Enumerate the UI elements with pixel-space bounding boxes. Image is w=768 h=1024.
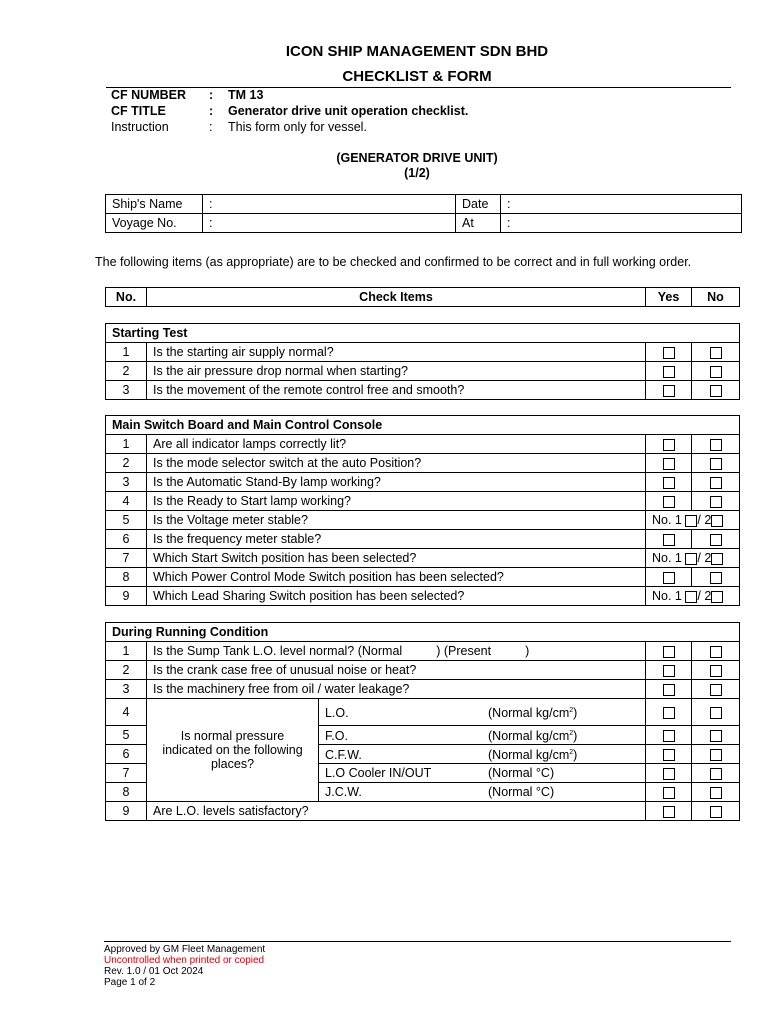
item-question: Is the movement of the remote control free and smooth? (147, 381, 646, 400)
no-checkbox[interactable] (710, 707, 722, 719)
voyage-label: Voyage No. (106, 214, 203, 233)
item-question: Which Lead Sharing Switch position has been selected? (147, 587, 646, 606)
item-number: 5 (106, 726, 147, 745)
table-row (106, 661, 740, 680)
yes-checkbox[interactable] (663, 665, 675, 677)
starting-test-section (105, 323, 740, 400)
item-question: Is the air pressure drop normal when starting? (147, 362, 646, 381)
yes-checkbox[interactable] (663, 496, 675, 508)
table-row (106, 473, 740, 492)
table-row (106, 680, 740, 699)
instruction-label: Instruction (111, 120, 169, 134)
place-normal: (Normal kg/cm (488, 729, 570, 744)
item-number: 3 (106, 381, 147, 400)
table-row (106, 435, 740, 454)
no-checkbox[interactable] (710, 768, 722, 780)
cf-title-label: CF TITLE (111, 104, 166, 118)
no-checkbox[interactable] (710, 496, 722, 508)
yes-checkbox[interactable] (663, 366, 675, 378)
no2-label: / 2 (697, 589, 712, 603)
sump-tank-question: Is the Sump Tank L.O. level normal? (Normal (153, 644, 403, 658)
place-close: ) (573, 748, 578, 763)
cf-number-value: TM 13 (228, 88, 264, 102)
no1-no2-selector (646, 511, 740, 530)
no2-checkbox[interactable] (711, 591, 723, 603)
no2-checkbox[interactable] (711, 553, 723, 565)
no-checkbox[interactable] (710, 646, 722, 658)
yes-checkbox[interactable] (663, 730, 675, 742)
table-row (106, 549, 740, 568)
item-number: 1 (106, 435, 147, 454)
item-question: Are L.O. levels satisfactory? (147, 802, 646, 821)
pressure-place-row (319, 783, 646, 802)
pressure-place-row (319, 745, 646, 764)
item-number: 1 (106, 642, 147, 661)
no-checkbox[interactable] (710, 458, 722, 470)
item-number: 4 (106, 699, 147, 726)
place-normal: (Normal °C) (488, 785, 555, 799)
no-checkbox[interactable] (710, 439, 722, 451)
table-row (106, 699, 740, 726)
item-question: Is the crank case free of unusual noise or heat? (147, 661, 646, 680)
yes-checkbox[interactable] (663, 458, 675, 470)
item-number: 7 (106, 549, 147, 568)
unit-superscript: 2 (569, 706, 574, 714)
checklist-header (105, 287, 740, 307)
yes-checkbox[interactable] (663, 806, 675, 818)
running-condition-section (105, 622, 740, 821)
form-subtitle: (GENERATOR DRIVE UNIT) (336, 151, 498, 165)
no-checkbox[interactable] (710, 572, 722, 584)
place-close: ) (573, 706, 578, 721)
item-question: Which Start Switch position has been selected? (147, 549, 646, 568)
item-number: 2 (106, 362, 147, 381)
yes-checkbox[interactable] (663, 572, 675, 584)
yes-checkbox[interactable] (663, 787, 675, 799)
no-checkbox[interactable] (710, 347, 722, 359)
place-normal: (Normal °C) (488, 766, 555, 780)
colon: : (209, 104, 214, 118)
item-number: 8 (106, 783, 147, 802)
yes-checkbox[interactable] (663, 534, 675, 546)
yes-checkbox[interactable] (663, 707, 675, 719)
no1-label: No. 1 (652, 589, 682, 603)
no-checkbox[interactable] (710, 806, 722, 818)
yes-checkbox[interactable] (663, 477, 675, 489)
colon: : (209, 88, 214, 102)
yes-checkbox[interactable] (663, 749, 675, 761)
ships-name-label: Ship's Name (106, 195, 203, 214)
page-number: Page 1 of 2 (104, 977, 156, 988)
uncontrolled-notice: Uncontrolled when printed or copied (104, 955, 265, 966)
colon: : (209, 120, 213, 134)
table-row (106, 511, 740, 530)
yes-checkbox[interactable] (663, 768, 675, 780)
item-number: 3 (106, 473, 147, 492)
cf-title-value: Generator drive unit operation checklist. (228, 104, 469, 118)
no-checkbox[interactable] (710, 534, 722, 546)
no-checkbox[interactable] (710, 665, 722, 677)
company-name: ICON SHIP MANAGEMENT SDN BHD (285, 43, 549, 60)
present-label: ) (Present (436, 644, 492, 658)
no1-label: No. 1 (652, 551, 682, 565)
col-check-items: Check Items (147, 288, 646, 307)
pressure-question: Is normal pressure indicated on the following places? (147, 699, 319, 802)
table-row (106, 362, 740, 381)
yes-checkbox[interactable] (663, 439, 675, 451)
no1-checkbox[interactable] (685, 515, 697, 527)
place-normal: (Normal kg/cm (488, 748, 570, 763)
pressure-place-row (319, 699, 646, 726)
col-yes: Yes (646, 288, 692, 307)
item-number: 9 (106, 587, 147, 606)
no-checkbox[interactable] (710, 730, 722, 742)
no-checkbox[interactable] (710, 366, 722, 378)
place-name: F.O. (325, 729, 348, 744)
revision: Rev. 1.0 / 01 Oct 2024 (104, 966, 204, 977)
table-row (106, 530, 740, 549)
table-row (106, 802, 740, 821)
place-close: ) (573, 729, 578, 744)
no1-checkbox[interactable] (685, 591, 697, 603)
section-title: Main Switch Board and Main Control Console (106, 416, 740, 435)
no1-checkbox[interactable] (685, 553, 697, 565)
yes-checkbox[interactable] (663, 347, 675, 359)
table-row (106, 492, 740, 511)
no-checkbox[interactable] (710, 787, 722, 799)
pressure-place-row (319, 764, 646, 783)
item-question: Is the starting air supply normal? (147, 343, 646, 362)
ships-name-field[interactable]: : (203, 195, 456, 214)
item-number: 3 (106, 680, 147, 699)
form-name: CHECKLIST & FORM (342, 68, 492, 85)
at-label: At (456, 214, 501, 233)
no-checkbox[interactable] (710, 385, 722, 397)
no2-label: / 2 (697, 513, 712, 527)
col-no: No. (106, 288, 147, 307)
pressure-place-row (319, 726, 646, 745)
no1-no2-selector (646, 587, 740, 606)
col-no-answer: No (692, 288, 740, 307)
table-row (106, 381, 740, 400)
table-row (106, 587, 740, 606)
no2-checkbox[interactable] (711, 515, 723, 527)
item-question: Is the frequency meter stable? (147, 530, 646, 549)
no2-label: / 2 (697, 551, 712, 565)
main-switch-section (105, 415, 740, 606)
voyage-field[interactable]: : (203, 214, 456, 233)
place-name: L.O Cooler IN/OUT (325, 766, 432, 780)
at-field[interactable]: : (501, 214, 742, 233)
item-question: Is the Ready to Start lamp working? (147, 492, 646, 511)
instruction-value: This form only for vessel. (228, 120, 367, 134)
unit-superscript: 2 (569, 729, 574, 737)
footer-divider (104, 941, 731, 942)
item-number: 6 (106, 745, 147, 764)
table-row (106, 454, 740, 473)
item-number: 9 (106, 802, 147, 821)
yes-checkbox[interactable] (663, 684, 675, 696)
no-checkbox[interactable] (710, 684, 722, 696)
item-question: Is the Voltage meter stable? (147, 511, 646, 530)
cf-number-label: CF NUMBER (111, 88, 186, 102)
date-label: Date (456, 195, 501, 214)
item-number: 2 (106, 454, 147, 473)
item-number: 8 (106, 568, 147, 587)
ship-info-table (105, 194, 742, 233)
section-title: Starting Test (106, 324, 740, 343)
item-number: 2 (106, 661, 147, 680)
page-part: (1/2) (404, 166, 430, 180)
unit-superscript: 2 (569, 748, 574, 756)
table-row (106, 343, 740, 362)
yes-checkbox[interactable] (663, 385, 675, 397)
no1-label: No. 1 (652, 513, 682, 527)
intro-text: The following items (as appropriate) are to be checked and confirmed to be correct and in full working order. (95, 255, 692, 269)
yes-checkbox[interactable] (663, 646, 675, 658)
place-name: L.O. (325, 706, 349, 721)
date-field[interactable]: : (501, 195, 742, 214)
no1-no2-selector (646, 549, 740, 568)
item-number: 5 (106, 511, 147, 530)
item-question: Is the machinery free from oil / water leakage? (147, 680, 646, 699)
item-number: 7 (106, 764, 147, 783)
item-question: Is the mode selector switch at the auto Position? (147, 454, 646, 473)
table-row (106, 568, 740, 587)
no-checkbox[interactable] (710, 477, 722, 489)
no-checkbox[interactable] (710, 749, 722, 761)
table-row (106, 642, 740, 661)
item-number: 6 (106, 530, 147, 549)
item-number: 4 (106, 492, 147, 511)
item-question: Are all indicator lamps correctly lit? (147, 435, 646, 454)
item-number: 1 (106, 343, 147, 362)
place-name: J.C.W. (325, 785, 362, 799)
place-normal: (Normal kg/cm (488, 706, 570, 721)
place-name: C.F.W. (325, 748, 362, 763)
item-question: Which Power Control Mode Switch position has been selected? (147, 568, 646, 587)
item-question (147, 642, 646, 661)
approved-by: Approved by GM Fleet Management (104, 944, 266, 955)
close-paren: ) (525, 644, 530, 658)
item-question: Is the Automatic Stand-By lamp working? (147, 473, 646, 492)
section-title: During Running Condition (106, 623, 740, 642)
